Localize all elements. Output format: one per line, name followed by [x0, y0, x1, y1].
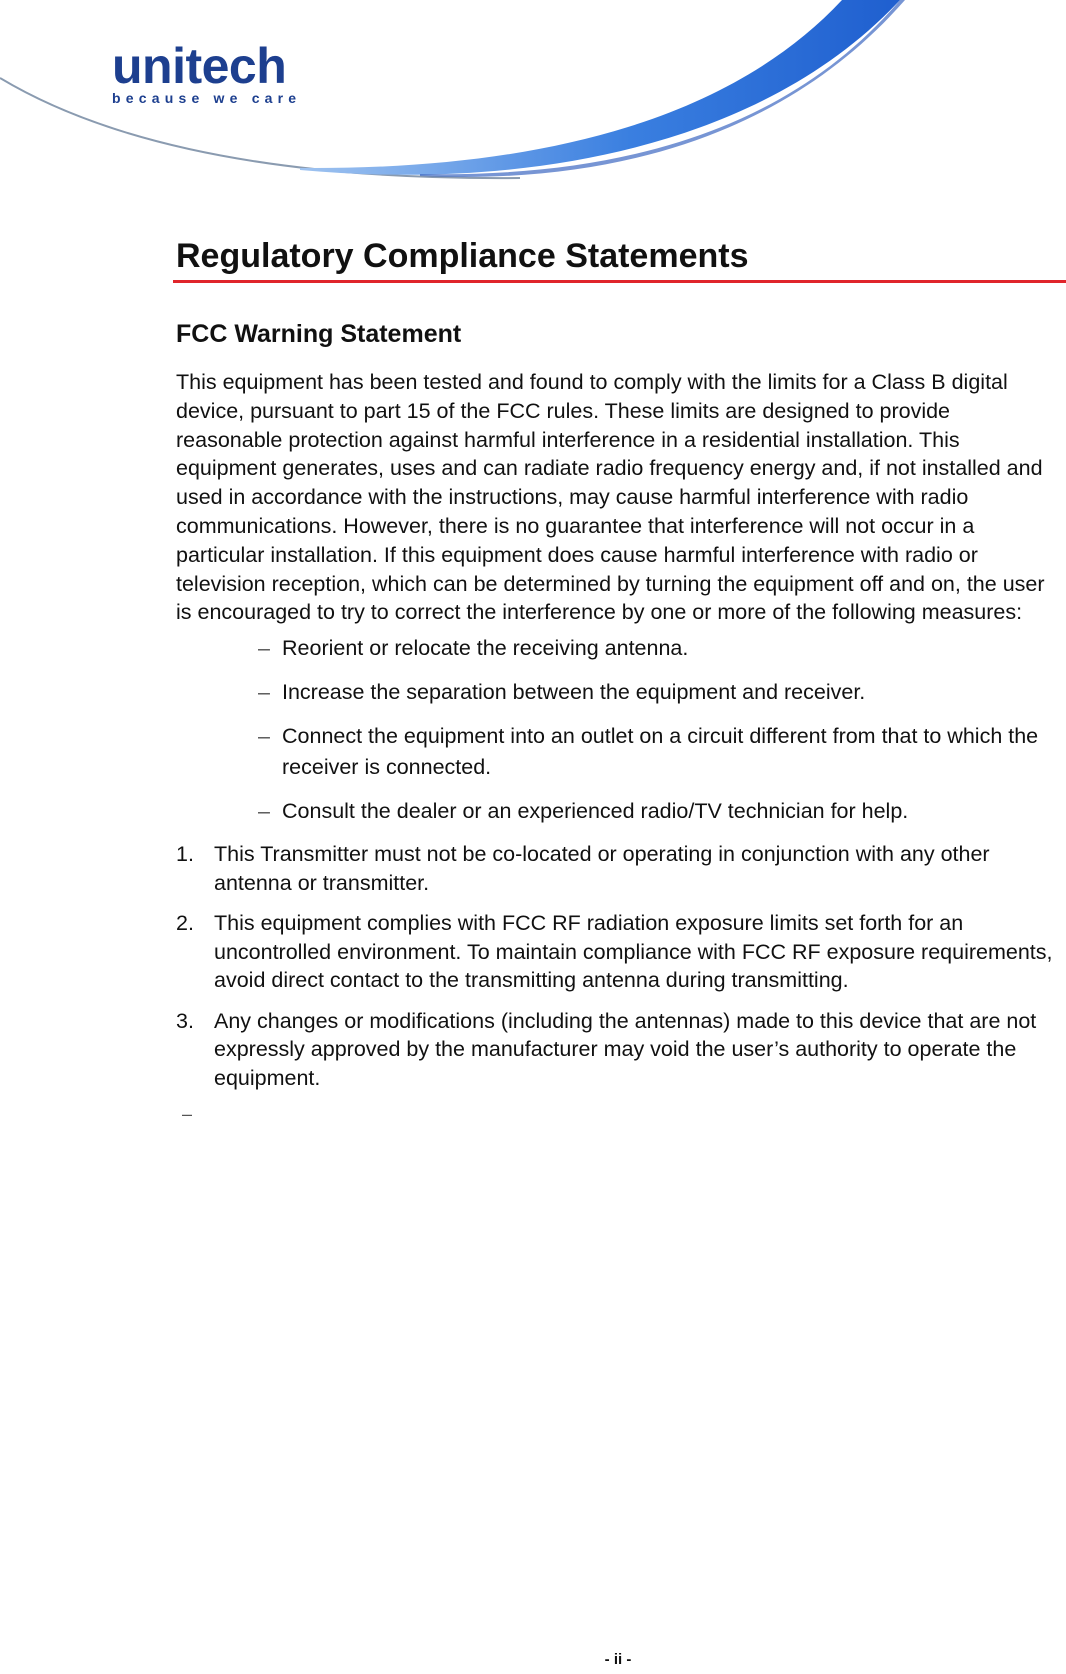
trailing-dash: –: [182, 1104, 193, 1125]
measure-text: Consult the dealer or an experienced radio/TV technician for help.: [282, 799, 909, 824]
unitech-logo: [112, 38, 302, 106]
measure-text: Reorient or relocate the receiving antenna.: [282, 636, 689, 661]
measures-list: [176, 633, 1056, 827]
item-text: This equipment complies with FCC RF radiation exposure limits set forth for an uncontrolled environment. To maintain compliance with FCC RF exposure requirements, avoid direct contact to the transmitting antenna during transmitting.: [214, 911, 1053, 993]
document-body: [176, 318, 1056, 1124]
dash-bullet: –: [258, 636, 270, 661]
item-text: This Transmitter must not be co-located or operating in conjunction with any other antenna or transmitter.: [214, 842, 990, 895]
page-title: Regulatory Compliance Statements: [176, 237, 749, 275]
list-item: [258, 633, 1056, 664]
list-item: [176, 840, 1056, 897]
item-number: 1.: [176, 842, 194, 867]
numbered-list: [176, 840, 1056, 1092]
dash-bullet: –: [258, 724, 270, 749]
item-number: 3.: [176, 1008, 194, 1033]
list-item: [258, 677, 1056, 708]
list-item: [258, 721, 1056, 783]
dash-bullet: –: [258, 680, 270, 705]
measure-text: Increase the separation between the equipment and receiver.: [282, 680, 866, 705]
item-text: Any changes or modifications (including the antennas) made to this device that are not expressly approved by the manufacturer may void the user’s authority to operate the equipment.: [214, 1008, 1037, 1090]
list-item: [258, 796, 1056, 827]
list-item: [176, 1007, 1056, 1093]
logo-wordmark: unitech: [112, 38, 287, 94]
logo-tagline: because we care: [112, 90, 302, 106]
measure-text: Connect the equipment into an outlet on a circuit different from that to which the receiver is connected.: [282, 724, 1039, 780]
item-number: 2.: [176, 911, 194, 936]
intro-paragraph: This equipment has been tested and found to comply with the limits for a Class B digital device, pursuant to part 15 of the FCC rules. These limits are designed to provide reasonable protection against harmful interference in a residential installation. This equipment generates, uses and can radiate radio frequency energy and, if not installed and used in accordance with the instructions, may cause harmful interference with radio communications. However, there is no guarantee that interference will not occur in a particular installation. If this equipment does cause harmful interference with radio or television reception, which can be determined by turning the equipment off and on, the user is encouraged to try to correct the interference by one or more of the following measures:: [176, 370, 1045, 625]
list-item: [176, 909, 1056, 995]
page-number: - ii -: [604, 1651, 632, 1668]
section-heading: FCC Warning Statement: [176, 320, 462, 348]
dash-bullet: –: [258, 799, 270, 824]
title-divider: [173, 280, 1066, 283]
